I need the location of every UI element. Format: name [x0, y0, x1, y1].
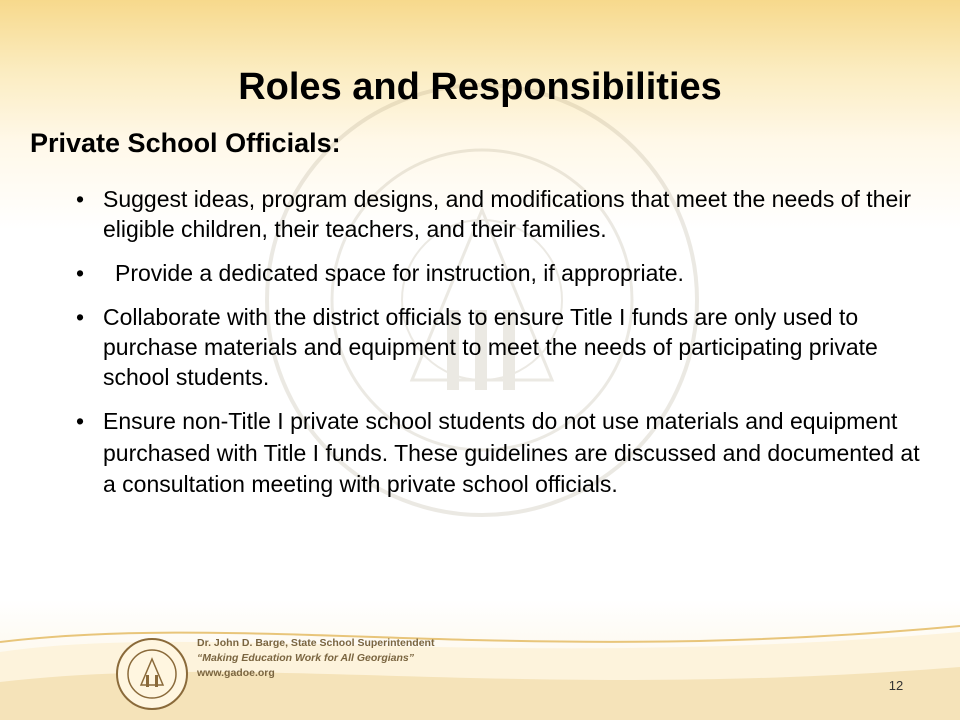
list-item — [76, 406, 926, 501]
list-item — [76, 302, 926, 392]
slide-title: Roles and Responsibilities — [238, 66, 722, 108]
footer-text-block — [197, 636, 434, 681]
bullet-text: Suggest ideas, program designs, and modifications that meet the needs of their eligible children, their teachers, and their families. — [103, 186, 912, 242]
page-number: 12 — [888, 678, 904, 693]
bullet-icon: • — [76, 186, 85, 212]
section-subtitle: Private School Officials: — [30, 128, 341, 158]
footer-motto: “Making Education Work for All Georgians” — [197, 652, 415, 664]
bullet-text: Provide a dedicated space for instruction, if appropriate. — [115, 260, 684, 286]
bullet-icon: • — [76, 304, 85, 330]
bullet-list — [76, 184, 926, 515]
bullet-text: Ensure non-Title I private school students do not use materials and equipment purchased with Title I funds. These guidelines are discussed and documented at a consultation meeting with private school officials. — [103, 408, 920, 497]
bullet-text: Collaborate with the district officials to ensure Title I funds are only used to purchase materials and equipment to meet the needs of participating private school students. — [103, 304, 878, 390]
superintendent-name: Dr. John D. Barge, State School Superintendent — [197, 637, 435, 649]
bullet-icon: • — [76, 260, 85, 286]
bullet-icon: • — [76, 408, 85, 434]
list-item — [76, 184, 926, 244]
department-of-education-seal-icon — [115, 637, 189, 711]
website-link[interactable]: www.gadoe.org — [197, 667, 275, 679]
list-item — [76, 258, 926, 288]
